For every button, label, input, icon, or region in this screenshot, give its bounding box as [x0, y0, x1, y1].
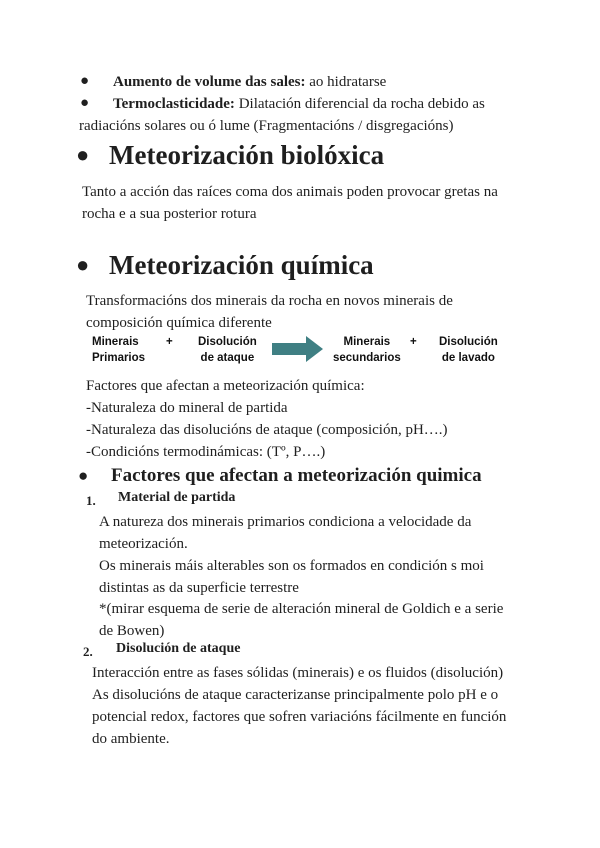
- reaction-arrow-icon: [272, 336, 324, 362]
- factor2-title: Disolución de ataque: [116, 641, 241, 656]
- list-number: 2.: [83, 644, 93, 659]
- list-number: 1.: [86, 493, 96, 508]
- factors-intro-line: -Condicións termodinámicas: (Tº, P….): [86, 444, 326, 460]
- bullet-icon: ●: [80, 95, 90, 111]
- paragraph-line: Os minerais máis alterables son os formados en condición s moi: [99, 558, 484, 574]
- paragraph-line: Transformacións dos minerais da rocha en novos minerais de: [86, 293, 453, 309]
- paragraph-line: meteorización.: [99, 536, 188, 552]
- heading-bio: Meteorización biolóxica: [109, 140, 385, 170]
- paragraph-line: distintas as da superficie terrestre: [99, 580, 299, 596]
- heading-bullet-icon: ●: [76, 142, 90, 167]
- diagram-plus: +: [166, 336, 173, 348]
- bullet-continuation: radiacións solares ou ó lume (Fragmentacións / disgregacións): [79, 118, 454, 134]
- factor1-title: Material de partida: [118, 490, 236, 505]
- heading-factors: Factores que afectan a meteorización quimica: [111, 465, 482, 486]
- paragraph-line: Tanto a acción das raíces coma dos animais poden provocar gretas na: [82, 184, 498, 200]
- diagram-dissolution-washing: Disolución de lavado: [439, 336, 498, 364]
- paragraph-line: A natureza dos minerais primarios condiciona a velocidade da: [99, 514, 472, 530]
- diagram-plus: +: [410, 336, 417, 348]
- bullet-icon: ●: [80, 73, 90, 89]
- diagram-primary-minerals: Minerais Primarios: [92, 336, 146, 364]
- paragraph-line: *(mirar esquema de serie de alteración mineral de Goldich e a serie: [99, 601, 504, 617]
- paragraph-line: de Bowen): [99, 623, 165, 639]
- factors-intro-line: Factores que afectan a meteorización química:: [86, 378, 365, 394]
- paragraph-line: potencial redox, factores que sofren variacións fácilmente en función: [92, 709, 507, 725]
- factors-intro-line: -Naturaleza das disolucións de ataque (composición, pH….): [86, 422, 448, 438]
- bullet-text: Dilatación diferencial da rocha debido as: [234, 96, 485, 112]
- factors-intro-line: -Naturaleza do mineral de partida: [86, 400, 288, 416]
- paragraph-line: Interacción entre as fases sólidas (minerais) e os fluidos (disolución): [92, 665, 504, 681]
- paragraph-line: composición química diferente: [86, 315, 272, 331]
- paragraph-line: do ambiente.: [92, 731, 170, 747]
- paragraph-line: As disolucións de ataque caracterizanse principalmente polo pH e o: [92, 687, 499, 703]
- bullet-bold: Aumento de volume das sales:: [113, 74, 306, 90]
- bullet-text: ao hidratarse: [305, 74, 387, 90]
- bullet-bold: Termoclasticidade:: [113, 96, 235, 112]
- diagram-dissolution-attack: Disolución de ataque: [198, 336, 257, 364]
- heading-quim: Meteorización química: [109, 250, 374, 280]
- heading-bullet-icon: ●: [76, 252, 90, 277]
- paragraph-line: rocha e a sua posterior rotura: [82, 206, 257, 222]
- bullet-line-thermo: [113, 94, 485, 115]
- diagram-secondary-minerals: Minerais secundarios: [333, 336, 401, 364]
- bullet-line-salts: [113, 72, 386, 93]
- heading-bullet-icon: ●: [78, 466, 89, 485]
